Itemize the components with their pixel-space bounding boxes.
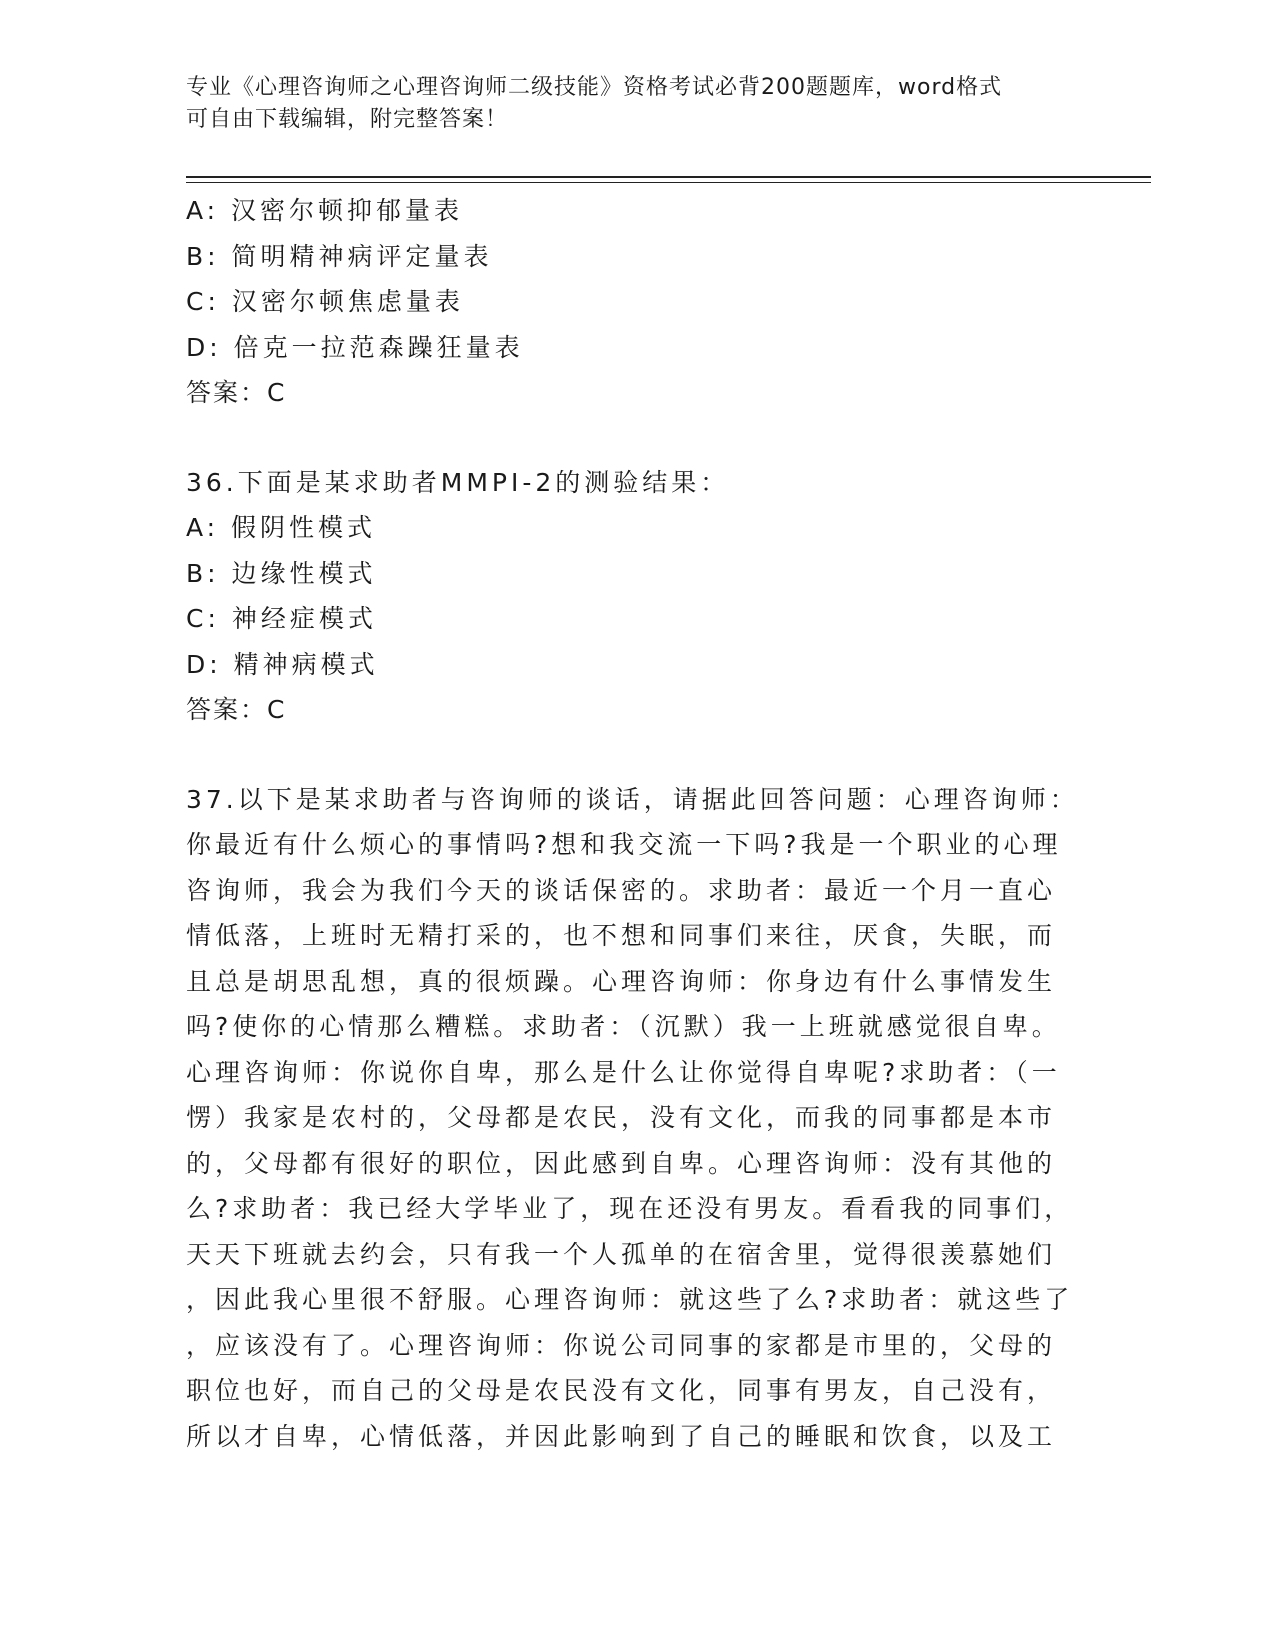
- document-body: [186, 188, 1079, 1459]
- question-text-line: 所以才自卑，心情低落，并因此影响到了自己的睡眠和饮食，以及工: [186, 1421, 1057, 1451]
- question-36: [186, 460, 1066, 733]
- option-c: C: 神经症模式: [186, 604, 377, 633]
- option-b: B: 简明精神病评定量表: [186, 241, 493, 271]
- question-37: [186, 777, 1079, 1460]
- question-text-line: 吗?使你的心情那么糟糕。求助者：（沉默）我一上班就感觉很自卑。: [186, 1012, 1061, 1041]
- question-35: [186, 188, 1066, 416]
- header-divider-thick: [186, 176, 1151, 178]
- option-c: C: 汉密尔顿焦虑量表: [186, 287, 464, 316]
- question-spacer: [186, 733, 1066, 777]
- document-header: [186, 72, 1066, 136]
- header-title-line-2: 可自由下载编辑，附完整答案！: [186, 107, 509, 132]
- question-text-line: 37.以下是某求助者与咨询师的谈话，请据此回答问题：心理咨询师：: [186, 784, 1079, 814]
- option-a: A: 假阴性模式: [186, 513, 377, 542]
- question-text-line: 你最近有什么烦心的事情吗?想和我交流一下吗?我是一个职业的心理: [186, 830, 1062, 859]
- question-text-line: 且总是胡思乱想，真的很烦躁。心理咨询师：你身边有什么事情发生: [186, 966, 1057, 996]
- header-title-line-1: 专业《心理咨询师之心理咨询师二级技能》资格考试必背200题题库，word格式: [186, 75, 1003, 100]
- question-text-line: ，因此我心里很不舒服。心理咨询师：就这些了么?求助者：就这些了: [186, 1285, 1074, 1314]
- question-text-line: 情低落，上班时无精打采的，也不想和同事们来往，厌食，失眠，而: [186, 921, 1057, 950]
- question-text-line: 么?求助者：我已经大学毕业了，现在还没有男友。看看我的同事们，: [186, 1194, 1074, 1223]
- question-spacer: [186, 416, 1066, 460]
- option-b: B: 边缘性模式: [186, 558, 377, 588]
- question-text-line: 愣）我家是农村的，父母都是农民，没有文化，而我的同事都是本市: [186, 1103, 1057, 1132]
- option-d: D: 倍克一拉范森躁狂量表: [186, 332, 524, 362]
- answer-line: 答案：C: [186, 378, 287, 407]
- answer-line: 答案：C: [186, 695, 287, 724]
- question-text-line: 咨询师，我会为我们今天的谈话保密的。求助者：最近一个月一直心: [186, 875, 1057, 905]
- question-text-line: 的，父母都有很好的职位，因此感到自卑。心理咨询师：没有其他的: [186, 1148, 1057, 1178]
- option-d: D: 精神病模式: [186, 649, 379, 679]
- question-text-line: ，应该没有了。心理咨询师：你说公司同事的家都是市里的，父母的: [186, 1330, 1057, 1360]
- header-divider-thin: [186, 182, 1151, 183]
- question-text-line: 心理咨询师：你说你自卑，那么是什么让你觉得自卑呢?求助者：（一: [186, 1057, 1061, 1087]
- question-text-line: 天天下班就去约会，只有我一个人孤单的在宿舍里，觉得很羡慕她们: [186, 1239, 1057, 1269]
- question-stem: 36.下面是某求助者MMPI-2的测验结果：: [186, 467, 730, 497]
- question-text-line: 职位也好，而自己的父母是农民没有文化，同事有男友，自己没有，: [186, 1376, 1057, 1405]
- option-a: A: 汉密尔顿抑郁量表: [186, 196, 464, 225]
